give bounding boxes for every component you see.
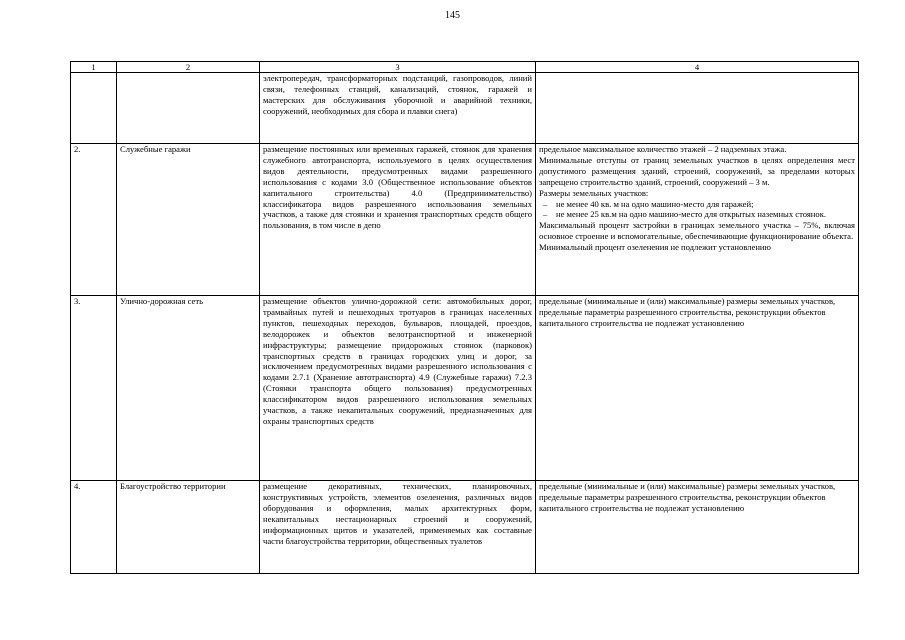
table-row [71, 296, 859, 481]
parameter-line: Минимальные отступы от границ земельных участков в целях определения мест допустимого размещения зданий, строений, сооружений, за пределами которых запрещено строительство зданий, строений, сооружений – 3 м. [539, 154, 855, 187]
parameter-line: предельные (минимальные и (или) максимальные) размеры земельных участков, предельные параметры разрешенного строительства, реконструкции объектов капитального строительства не подлежат установлению [539, 296, 836, 328]
table-row [71, 481, 859, 574]
table-row [71, 73, 859, 144]
row-number: 4. [71, 481, 117, 574]
column-header: 4 [536, 62, 859, 73]
parameter-line: Минимальный процент озеленения не подлежит установлению [539, 242, 771, 253]
use-type-name: Улично-дорожная сеть [117, 296, 260, 481]
use-type-name: Служебные гаражи [117, 144, 260, 296]
list-item: – не менее 40 кв. м на одно машино-место для гаражей; [539, 199, 855, 210]
construction-parameters [536, 481, 859, 574]
construction-parameters [536, 296, 859, 481]
use-type-name [117, 73, 260, 144]
parameter-line: предельное максимальное количество этажей – 2 надземных этажа. [539, 144, 787, 154]
table-header-row [71, 62, 859, 73]
parameter-line: Размеры земельных участков: [539, 187, 649, 198]
column-header: 2 [117, 62, 260, 73]
page-number: 145 [445, 10, 460, 21]
row-number: 3. [71, 296, 117, 481]
row-number: 2. [71, 144, 117, 296]
list-item: – не менее 25 кв.м на одно машино-место для открытых наземных стоянок. [539, 209, 855, 220]
use-type-description: размещение объектов улично-дорожной сети: автомобильных дорог, трамвайных путей и пешеходных тротуаров в границах населенных пунктов, пешеходных переходов, бульваров, площадей, проездов, велодорожек и объектов велотранспортной и инженерной инфраструктуры; размещение придорожных стоянок (парковок) транспортных средств в границах городских улиц и дорог, за исключением предусмотренных видами разрешенного использования с кодами 2.7.1 (Хранение автотранспорта) 4.9 (Служебные гаражи) 7.2.3 (Стоянки транспорта общего пользования) предусмотренных классификатором видов разрешенного использования земельных участков, а также некапитальных сооружений, предназначенных для охраны транспортных средств [260, 296, 536, 481]
use-type-description: размещение декоративных, технических, планировочных, конструктивных устройств, элементов озеленения, различных видов оборудования и оформления, малых архитектурных форм, некапитальных нестационарных строений и сооружений, информационных щитов и указателей, применяемых как составные части благоустройства территории, общественных туалетов [260, 481, 536, 574]
construction-parameters [536, 144, 859, 296]
row-number [71, 73, 117, 144]
use-type-description: размещение постоянных или временных гаражей, стоянок для хранения служебного автотранспорта, используемого в целях осуществления видов деятельности, предусмотренных видами разрешенного использования с кодами 3.0 (Общественное использование объектов капитального строительства) 4.0 (Предпринимательство) классификатора видов разрешенного использования земельных участков, а также для стоянки и хранения транспортных средств общего пользования, в том числе в депо [260, 144, 536, 296]
column-header: 1 [71, 62, 117, 73]
parameter-line: Максимальный процент застройки в границах земельного участка – 75%, включая основное строение и вспомогательные, обеспечивающие функционирование объекта. [539, 220, 855, 242]
table-row [71, 144, 859, 296]
parameter-line: предельные (минимальные и (или) максимальные) размеры земельных участков, предельные параметры разрешенного строительства, реконструкции объектов капитального строительства не подлежат установлению [539, 481, 836, 513]
use-type-name: Благоустройство территории [117, 481, 260, 574]
use-type-description: электропередач, трансформаторных подстанций, газопроводов, линий связи, телефонных станций, канализаций, стоянок, гаражей и мастерских для обслуживания уборочной и аварийной техники, сооружений, необходимых для сбора и плавки снега) [260, 73, 536, 144]
construction-parameters [536, 73, 859, 144]
parameter-list [539, 199, 855, 221]
column-header: 3 [260, 62, 536, 73]
land-use-table [70, 61, 859, 574]
